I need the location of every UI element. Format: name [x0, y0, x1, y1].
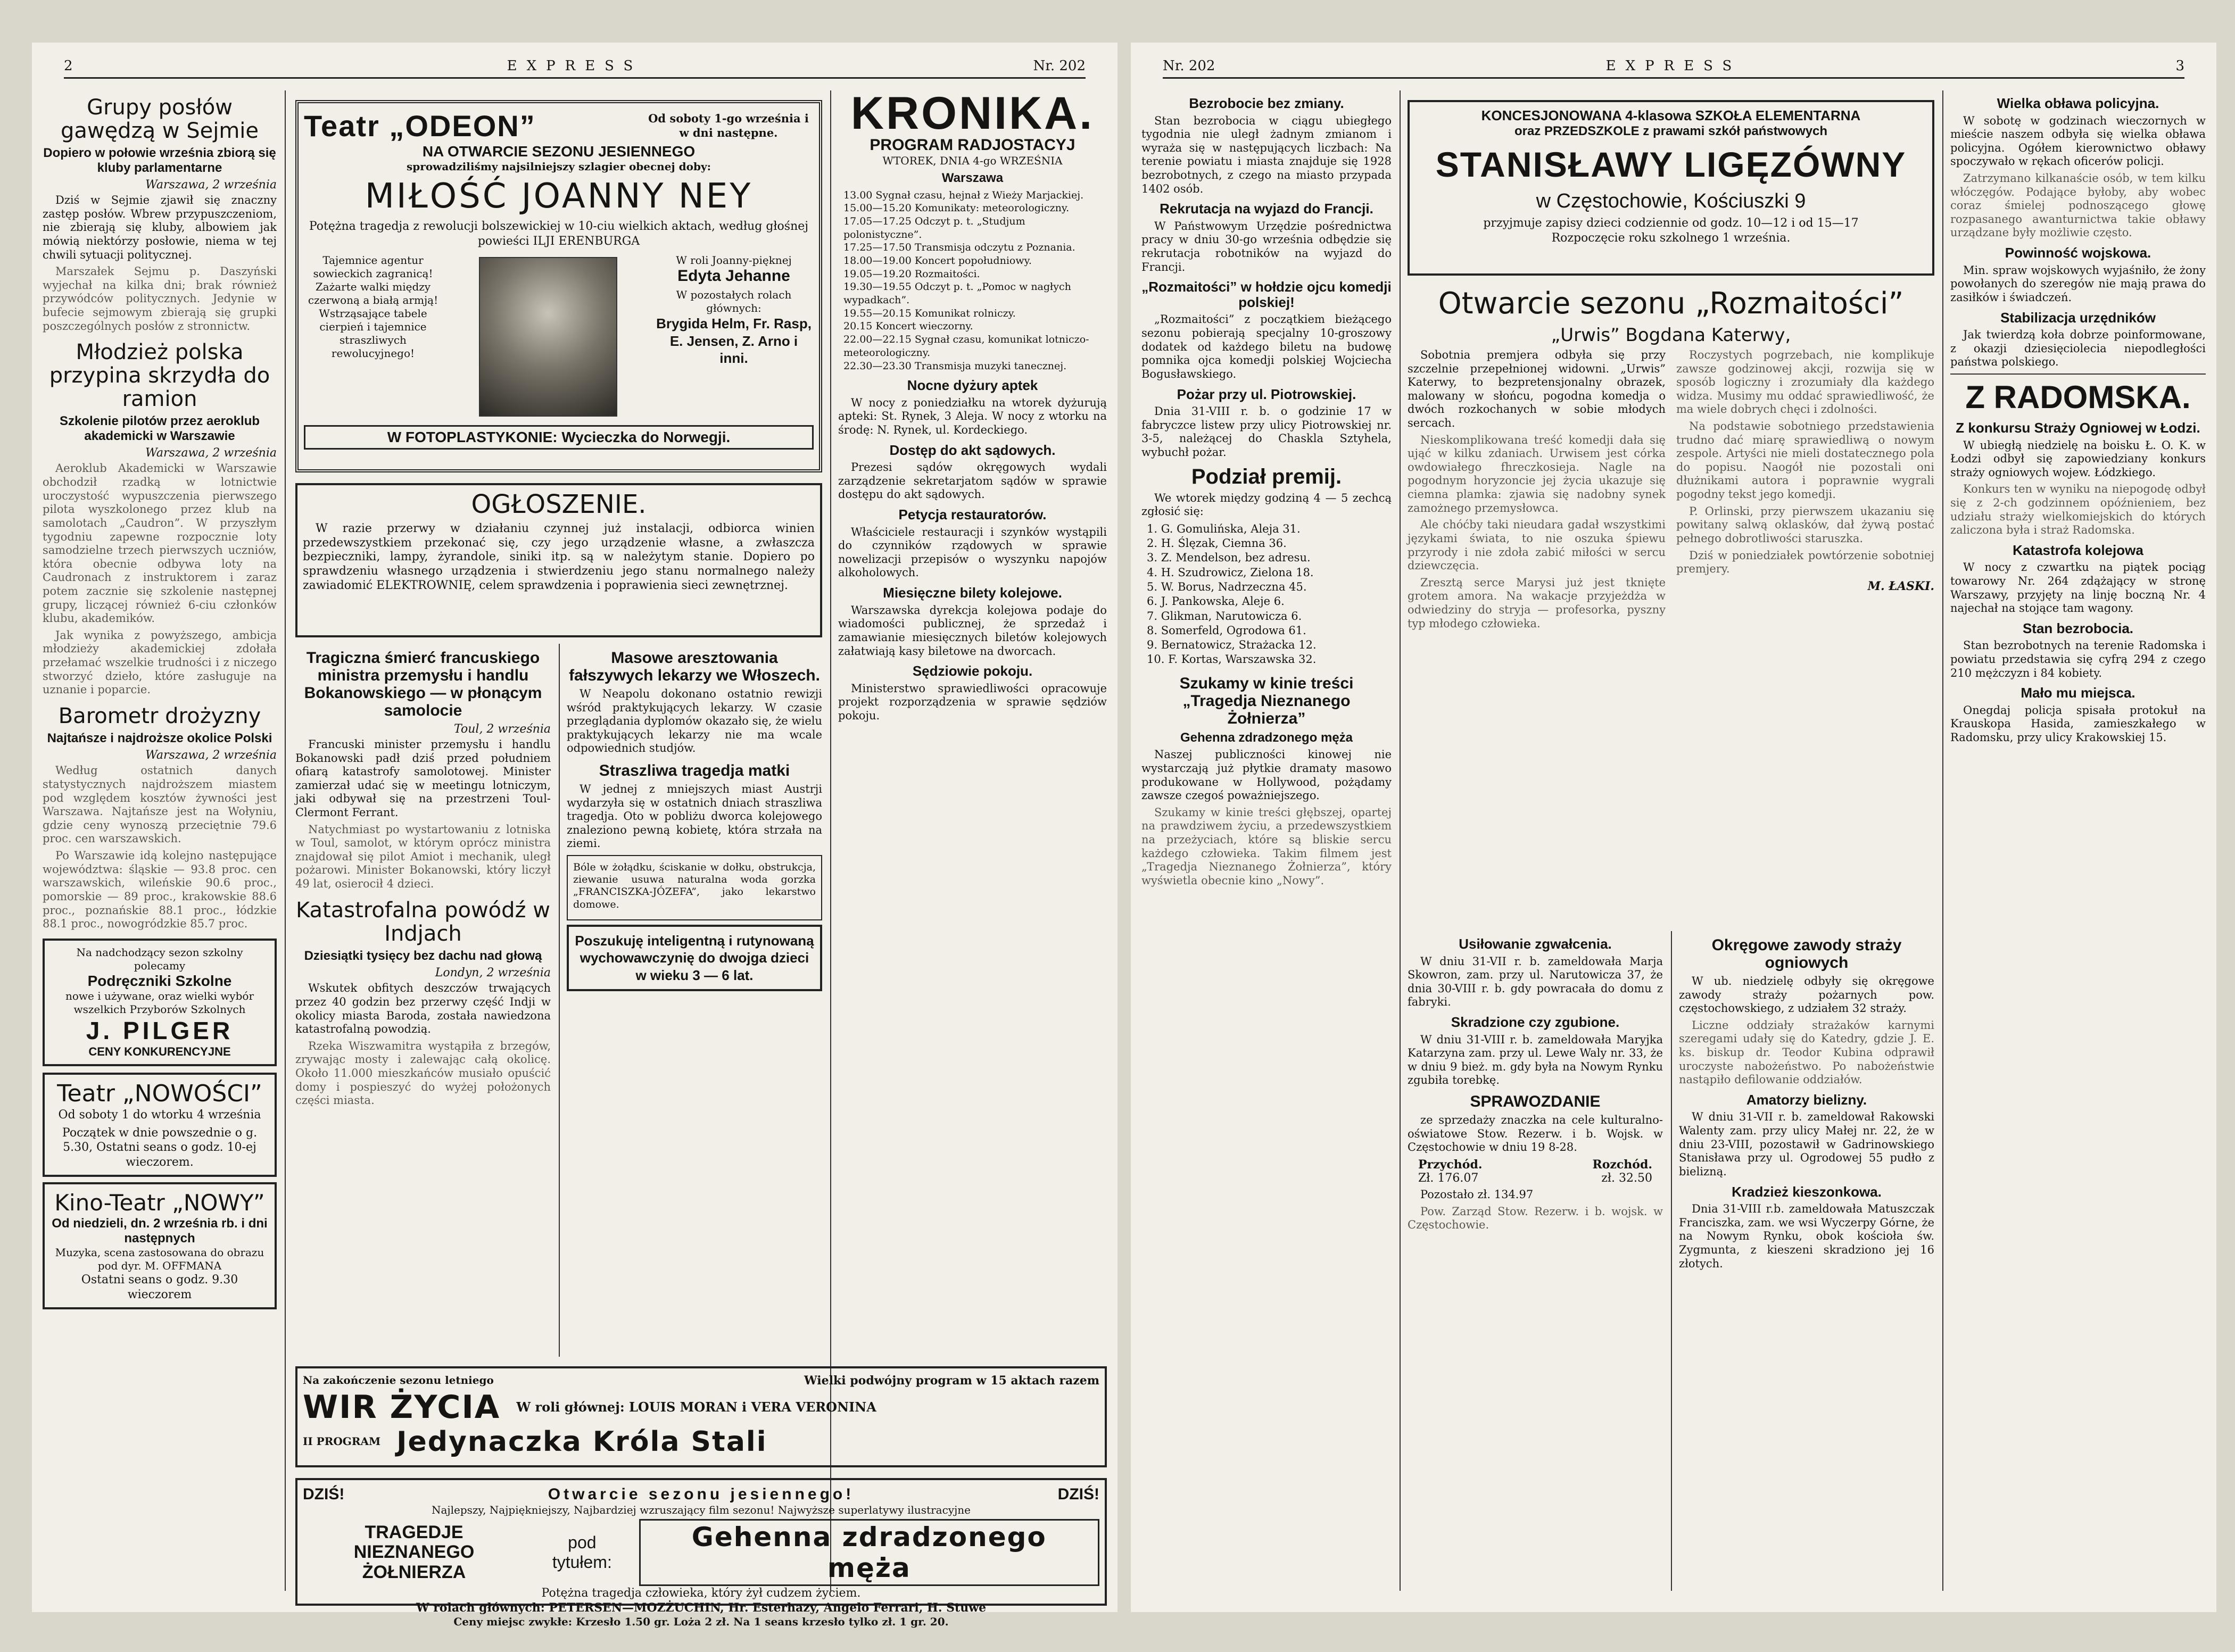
kronika-title: KRONIKA. [850, 88, 1095, 139]
left-col-rule-3 [559, 644, 560, 1357]
theatre-text-3: Ale chóćby taki nieudara gadał wszystkimi językami świata, to nie oszuka śpiewu przyrody i nie zdoła zabić miłości w sercu dziewczęcia. [1408, 518, 1666, 572]
right-col-1 [1141, 90, 1392, 1591]
tickets-text: Warszawska dyrekcja kolejowa podaje do wiadomości publicznej, że sprzedaż i zamawianie miesięcznych biletów kolejowych załatwiają kasy biletowe na dworcach. [838, 603, 1107, 658]
left-col-4 [567, 644, 822, 1357]
odeon-cast: Brygida Helm, Fr. Rasp, E. Jensen, Z. Arno i inni. [656, 316, 812, 366]
nowy-ad [43, 1182, 277, 1309]
bugs-text: Onegdaj policja spisała protokuł na Krauskopa Hasida, zamieszkałego w Radomsku, przy ulicy Krakowskiej 15. [1950, 703, 2206, 744]
theatre-author: M. ŁASKI. [1867, 579, 1934, 593]
theatre-text-2: Nieskomplikowana treść komedji dała się ująć w kilku zdaniach. Urwisem jest córka owdowiałego fhreczkosieja. Nagle na pogodnym horyzoncie jej życia ukazuje się ciemna plamka: zjawia się nadobny synek zamożnego przemysłowca. [1408, 433, 1666, 514]
nowy-title: Kino-Teatr „NOWY” [54, 1190, 265, 1216]
flood-dateline: Londyn, 2 września [435, 966, 551, 980]
duties-headline: Powinność wojskowa. [2005, 245, 2151, 261]
report-balance: Pozostało zł. 134.97 [1420, 1188, 1534, 1201]
search-subhead: Gehenna zdradzonego męża [1180, 730, 1353, 745]
theatre-columns [1408, 348, 1934, 634]
search-headline: Szukamy w kinie treści „Tragedja Nieznanego Żołnierza” [1179, 674, 1354, 727]
tragic-text-2: Natychmiast po wystartowaniu z lotniska w Toul, samolot, w którym oprócz ministra znajdował się pilot Amiot i mechanik, uległ pożarowi. Minister Bokanowski, który liczył 49 lat, osierocił 4 dzieci. [295, 823, 551, 891]
tragedje-top [303, 1485, 1099, 1504]
schedule-item: 19.30—19.55 Odczyt p. t. „Pomoc w nagłych wypadkach”. [843, 281, 1071, 306]
rail-headline: Katastrofa kolejowa [2013, 542, 2143, 558]
maid-headline: Straszliwa tragedja matki [599, 762, 790, 780]
right-running-header [1163, 57, 2184, 79]
odeon-ad [295, 100, 822, 472]
theatre-review [1408, 282, 1934, 920]
fire-dept-headline: Okręgowe zawody straży ogniowych [1711, 936, 1902, 972]
comedy-text: „Rozmaitości” z początkiem bieżącego sezonu pobierają specjalny 10-groszowy dodatek od każdego biletu na budowę pomnika ojca komedji polskiej Wojciecha Bogusławskiego. [1141, 313, 1392, 380]
winner-item: 5. W. Borus, Nadrzeczna 45. [1147, 580, 1307, 593]
theatre-text-4: Zresztą serce Marysi już jest tknięte grotem amora. Na wakacje przyjeżdża w odwiedziny do stryja — profesorka, pyszny typ młodego człowieka. [1408, 576, 1666, 630]
odeon-middle-row [304, 254, 814, 420]
youth-dateline: Warszawa, 2 września [145, 446, 277, 460]
left-col-5 [838, 90, 1107, 1357]
left-issue-number: Nr. 202 [1033, 58, 1086, 74]
winner-item: 2. H. Ślęzak, Ciemna 36. [1147, 537, 1287, 550]
prizes-headline: Podział premij. [1191, 464, 1342, 488]
bugs-headline: Mało mu miejsca. [2021, 685, 2135, 701]
theatre-subhead: „Urwis” Bogdana Katerwy, [1551, 324, 1791, 346]
odeon-role: W roli Joanny-pięknej [676, 254, 792, 267]
tragedje-ad [295, 1478, 1107, 1628]
school-start: Rozpoczęcie roku szkolnego 1 września. [1551, 231, 1791, 245]
winner-item: 1. G. Gomulińska, Aleja 31. [1147, 522, 1301, 535]
unemp-headline: Bezrobocie bez zmiany. [1189, 95, 1344, 111]
unemp2-headline: Stan bezrobocia. [2022, 620, 2134, 636]
theatre-text-6: Na podstawie sobotniego przedstawienia trudno dać miarę sprawiedliwą o nowym zespole. Artyści nie mieli dostatecznego pola do popisu. Naogół nie pozostali oni dłużnikami autora i poprawnie wygrali pogodny tekst jego komedji. [1676, 420, 1934, 501]
court-text: Prezesi sądów okręgowych wydali zarządzenie sekretarjatom sądów w sprawie dostępu do akt sądowych. [838, 461, 1107, 501]
water-ad-text: Bóle w żołądku, ściskanie w dołku, obstrukcja, ziewanie usuwa naturalna woda gorzka „FRANCISZKA-JÓZEFA”, jako lekarstwo domowe. [573, 861, 816, 910]
judges-headline: Sędziowie pokoju. [912, 663, 1033, 679]
recruit-text: W Państwowym Urzędzie pośrednictwa pracy w dniu 30-go września odbędzie się rekrutacja robotników na wyjazd do Francji. [1141, 219, 1392, 273]
tragic-headline: Tragiczna śmierć francuskiego ministra przemysłu i handlu Bokanowskiego — w płonącym samolocie [304, 649, 542, 719]
nowosci-ad [43, 1073, 277, 1177]
winner-item: 3. Z. Mendelson, bez adresu. [1147, 551, 1311, 564]
tragedje-opening: Otwarcie sezonu jesiennego! [548, 1485, 855, 1503]
schedule-item: 13.00 Sygnał czasu, hejnał z Wieży Marjackiej. [843, 189, 1084, 201]
search-text: Naszej publiczności kinowej nie wystarczają już płytkie dramaty masowo produkowane w Hollywood, pożądamy zawsze czegoś poważniejszego. [1141, 748, 1392, 802]
odeon-teaser: Tajemnice agentur sowieckich zagranicą! Zażarte walki między czerwoną a białą armją! Wstrząsające tabele cierpień i tajemnice straszliwych rewolucyjnego! [308, 254, 438, 360]
school-line1: KONCESJONOWANA 4-klasowa SZKOŁA ELEMENTARNA [1481, 107, 1861, 123]
schedule-item: 20.15 Koncert wieczorny. [843, 320, 973, 333]
right-masthead: EXPRESS [1605, 58, 1742, 74]
police-text: W sobotę w godzinach wieczornych w mieście naszem odbyła się wielka obława policyjna. Ogółem kierownictwo obławy spoczywało w rękach oficerów policji. [1950, 114, 2206, 168]
recruit-headline: Rekrutacja na wyjazd do Francji. [1160, 201, 1373, 217]
wir-film1-cast: W roli głównej: LOUIS MORAN i VERA VERONINA [516, 1399, 876, 1415]
left-page [32, 43, 1118, 1628]
maid-text: W jednej z mniejszych miast Austrji wydarzyła się w ostatnich dniach straszliwa tragedja. Oto w pobliżu dworca kolejowego znaleziono pewną kobietę, która strzała na ziemi. [567, 783, 822, 850]
nowosci-dates: Od soboty 1 do wtorku 4 września [58, 1108, 261, 1122]
unemp2-text: Stan bezrobotnych na terenie Radomska i powiatu przedstawia się cyfrą 294 z czego 210 mężczyzn i 84 kobiety. [1950, 639, 2206, 679]
fire-dept-text: W ub. niedzielę odbyły się okręgowe zawody straży pożarnych pow. częstochowskiego, z udziałem 32 straży. [1679, 975, 1934, 1015]
report-headline: SPRAWOZDANIE [1470, 1093, 1601, 1111]
schedule-item: 17.05—17.25 Odczyt p. t. „Studjum polonistyczne”. [843, 215, 1025, 240]
schedule-item: 17.25—17.50 Transmisja odczytu z Poznania. [843, 242, 1075, 254]
income-total: Zł. 176.07 [1418, 1171, 1479, 1185]
duties-text: Min. spraw wojskowych wyjaśniło, że żony powołanych do szeregów nie mają prawa do zasiłków i świadczeń. [1950, 263, 2206, 304]
nowosci-start: Początek w dnie powszednie o g. 5.30, Ostatni seans o godz. 10-ej wieczorem. [62, 1126, 258, 1169]
thief-text: W dniu 31-VII r. b. zameldował Rakowski Walenty zam. przy ulicy Małej nr. 22, że w dniu 23-VIII, pozostawił w Gadrinowskiego Stanisława przy ul. Ogrodowej 55 pudło z bielizną. [1679, 1110, 1934, 1178]
groups-subhead: Dopiero w połowie września zbiorą się kluby parlamentarne [43, 146, 276, 175]
stab-headline: Stabilizacja urzędników [2000, 309, 2156, 326]
youth-headline: Młodzież polska przypina skrzydła do ramion [49, 340, 270, 412]
odeon-cast-block [654, 254, 814, 420]
tragic-dateline: Toul, 2 września [454, 723, 551, 736]
right-col-2b [1408, 931, 1663, 1591]
radio-title: PROGRAM RADJOSTACYJ [870, 136, 1075, 154]
tragedje-dzis-left: DZIŚ! [303, 1485, 345, 1503]
wanted-title: Poszukuję inteligentną i rutynowaną wychowawczynię do dwojga dzieci w wieku 3 — 6 lat. [575, 932, 814, 983]
radio-schedule [838, 189, 1107, 373]
barometr-text-2: Po Warszawie idą kolejno następujące województwa: śląskie — 93.8 proc. cen warszawskich, wileńskie 90.6 proc., pomorskie — 89 proc., krakowskie 88.6 proc., poznańskie 88.1 proc., łódzkie 88.1 proc., nowogródzkie 85.7 proc. [43, 849, 277, 931]
odeon-cast-label: W pozostałych rolach głównych: [676, 288, 792, 314]
tragedje-big-right: Gehenna zdradzonego męża [639, 1519, 1099, 1586]
report-text-2: Pow. Zarząd Stow. Rezerw. i b. wojsk. w Częstochowie. [1408, 1205, 1663, 1232]
thief-headline: Amatorzy bielizny. [1746, 1091, 1867, 1108]
left-page-number: 2 [64, 58, 73, 74]
groups-dateline: Warszawa, 2 września [145, 178, 277, 192]
comedy-headline: „Rozmaitości” w hołdzie ojcu komedji polskiej! [1141, 279, 1392, 310]
wir-left-note: Na zakończenie sezonu letniego [303, 1374, 494, 1387]
pilger-title: Podręczniki Szkolne [87, 972, 232, 989]
theft-text: W dniu 31-VII r. b. zameldowała Marja Skowron, zam. przy ul. Narutowicza 37, że dnia 30-VIII r. b. gdy powracała do domu z fabryki. [1408, 954, 1663, 1009]
right-col-rule-1 [1400, 90, 1401, 1591]
schedule-item: 19.55—20.15 Komunikat rolniczy. [843, 307, 1016, 319]
nowosci-title: Teatr „NOWOŚCI” [57, 1080, 262, 1107]
pilger-line: nowe i używane, oraz wielki wybór wszelkich Przyborów Szkolnych [65, 989, 254, 1016]
radomsko-headline: Z RADOMSKA. [1965, 379, 2191, 415]
odeon-star: Edyta Jehanne [677, 267, 790, 285]
odeon-opening: NA OTWARCIE SEZONU JESIENNEGO [422, 143, 696, 160]
barometr-text: Według ostatnich danych statystycznych najdroższem miastem pod względem kosztów żywności jest Warszawa. Najtańsze jest na Wołyniu, gdzie ceny wynoszą przeciętnie 79.6 proc. cen warszawskich. [43, 764, 277, 845]
winner-item: 10. F. Kortas, Warszawska 32. [1147, 653, 1317, 666]
tragedje-pod: pod tytułem: [552, 1533, 612, 1572]
odeon-note: Od soboty 1-go września i w dni następne. [648, 112, 809, 139]
right-page-number: 3 [2175, 58, 2184, 74]
expense-label: Rozchód. [1592, 1157, 1652, 1172]
youth-text: Aeroklub Akademicki w Warszawie obchodził rzadką w lotnictwie uroczystość wypuszczenia pierwszego pilota wyszkolonego przez klub na samolotach „Caudron”. W przyszłym tygodniu zapewne rozpocznie loty samodzielne trzech pierwszych uczniów, która obecnie odbywa loty na Caudronach z instruktorem i zaraz potem zacznie się szkolenie następnej grupy, liczącej również 6-ciu członków klubu, akademików. [43, 462, 277, 625]
wir-program-label: II PROGRAM [303, 1435, 381, 1448]
school-hours: przyjmuje zapisy dzieci codziennie od godz. 10—12 i od 15—17 [1483, 217, 1859, 230]
winner-item: 4. H. Szudrowicz, Zielona 18. [1147, 566, 1314, 579]
youth-subhead: Szkolenie pilotów przez aeroklub akademicki w Warszawie [59, 414, 260, 443]
winner-item: 6. J. Pankowska, Aleje 6. [1147, 595, 1285, 608]
arrest-text: W Neapolu dokonano ostatnio rewizji wśród praktykujących lekarzy. W czasie przeglądania dyplomów okazało się, że wielu praktykujących lekarzy nie ma wcale odpowiednich studjów. [567, 687, 822, 755]
school-address: w Częstochowie, Kościuszki 9 [1536, 190, 1806, 212]
tragic-text: Francuski minister przemysłu i handlu Bokanowski padł dziś przed południem ofiarą katastrofy samolotowej. Minister zamierzał udać się w meetingu lotniczym, jaki odbywał się na przestrzeni Toul-Clermont Ferrant. [295, 738, 551, 819]
wir-row [303, 1389, 1099, 1426]
wir-top-row [303, 1374, 1099, 1389]
stab-text: Jak twierdzą koła dobrze poinformowane, z okazji dziesięciolecia niepodległości państwa polskiego. [1950, 328, 2206, 369]
theatre-text-7: P. Orlinski, przy pierwszem ukazaniu się powitany salwą oklasków, dał żywą postać pełnego dobrotliwości staruszka. [1676, 504, 1934, 545]
pilger-ad [43, 939, 277, 1066]
report-totals [1408, 1172, 1663, 1185]
right-col-4 [1950, 90, 2206, 1591]
court-headline: Dostęp do akt sądowych. [889, 442, 1056, 458]
radomsko-separator [1950, 373, 2206, 375]
left-col-rule-1 [285, 90, 286, 1591]
barometr-dateline: Warszawa, 2 września [145, 749, 277, 762]
petition-text: Właściciele restauracji i szynków wystąpili do czynników rządowych w sprawie nowelizacji przepisów o wyszynku napojów alkoholowych. [838, 525, 1107, 579]
police-headline: Wielka obława policyjna. [1997, 95, 2159, 111]
odeon-top-row [304, 109, 814, 143]
search-text-2: Szukamy w kinie treści głębszej, opartej na prawdziwem życiu, a przedewszystkiem na przeżyciach, które są bliskie sercu każdego człowieka. Takim filmem jest „Tragedja Nieznanego Żołnierza”, który wyświetla obecnie kino „Nowy”. [1141, 806, 1392, 887]
tragedje-title-row [303, 1519, 1099, 1586]
tragedje-dzis-right: DZIŚ! [1057, 1485, 1099, 1503]
pilger-tag: CENY KONKURENCYJNE [88, 1044, 231, 1058]
winner-item: 8. Somerfeld, Ogrodowa 61. [1147, 624, 1306, 637]
robbery-headline: Skradzione czy zgubione. [1451, 1014, 1620, 1031]
wanted-ad [567, 925, 822, 992]
barometr-headline: Barometr drożyzny [58, 703, 261, 728]
unemp-text: Stan bezrobocia w ciągu ubiegłego tygodnia nie uległ żadnym zmianom i wyraża się w następujących liczbach: Na terenie powiatu i miasta znajduje się 1928 bezrobotnych, z czego na miasto przypada 1402 osób. [1141, 114, 1392, 195]
groups-text-cont: Marszałek Sejmu p. Daszyński wyjechał na kilka dni; brak również przywódców politycznych. Jedynie w bufecie sejmowym zbierają się grupki poszczególnych posłów z stronnictw. [43, 265, 277, 333]
left-col-1 [43, 90, 277, 1591]
tragedje-big-left: TRAGEDJE NIEZNANEGO ŻOŁNIERZA [353, 1522, 475, 1582]
report-text: ze sprzedaży znaczka na cele kulturalno-oświatowe Stow. Rezerw. i b. Wojsk. w Częstochowie w dniu 19 8-28. [1408, 1114, 1663, 1154]
nowy-seance: Ostatni seans o godz. 9.30 wieczorem [81, 1273, 238, 1301]
odeon-hit: sprowadziliśmy najsilniejszy szlagier obecnej doby: [407, 160, 711, 173]
right-col-rule-3 [1942, 90, 1943, 1591]
theft-headline: Usiłowanie zgwałcenia. [1459, 936, 1612, 952]
report-labels [1408, 1158, 1663, 1172]
odeon-extra: W FOTOPLASTYKONIE: Wycieczka do Norwegji. [304, 425, 814, 450]
theatre-text-5: Roczystych pogrzebach, nie komplikuje zawsze godzinowej akcji, rozwija się w sposób logiczny i zrozumiały dla każdego widza. Musimy mu oddać sprawiedliwość, że ma wiele dobrych chęci i zdolności. [1676, 348, 1934, 416]
flood-headline: Katastrofalna powódź w Indjach [296, 898, 550, 946]
police-text-2: Zatrzymano kilkanaście osób, w tem kilku włóczęgów. Podające byłoby, aby wobec coraz śmielej podnoszącego głowę rozpasanego awanturnictwa takie obławy urządzane były możliwie często. [1950, 172, 2206, 239]
youth-text-2: Jak wynika z powyższego, ambicja młodzieży akademickiej zdołała przełamać wszelkie trudności i z niczego stworzyć dzieło, które zasługuje na uznanie i poparcie. [43, 628, 277, 696]
pilger-intro: Na nadchodzący sezon szkolny polecamy [76, 945, 243, 972]
barometr-subhead: Najtańsze i najdroższe okolice Polski [47, 730, 272, 745]
right-page [1131, 43, 2216, 1612]
left-col-3 [295, 644, 551, 1357]
winner-item: 9. Bernatowicz, Strażacka 12. [1147, 638, 1317, 652]
tragedje-sub: Najlepszy, Najpiękniejszy, Najbardziej wzruszający film sezonu! Najwyższe superlatywy ilustracyjne [431, 1504, 971, 1516]
contest-headline: Z konkursu Straży Ogniowej w Łodzi. [1956, 419, 2200, 436]
pocket-headline: Kradzież kieszonkowa. [1732, 1183, 1882, 1200]
water-ad [567, 855, 822, 920]
petition-headline: Petycja restauratorów. [898, 507, 1047, 523]
right-issue-number: Nr. 202 [1163, 58, 1215, 74]
odeon-title: Teatr „ODEON” [304, 109, 536, 143]
fire-text: Dnia 31-VIII r. b. o godzinie 17 w fabryczce listew przy ulicy Piotrowskiej nr. 3-5, należącej do Chaskla Sztyhela, wybuchł pożar. [1141, 405, 1392, 459]
tragedje-desc: Potężna tragedja człowieka, który żył cudzem życiem. [541, 1587, 861, 1600]
fire-dept-text-2: Liczne oddziały strażaków karnymi szeregami udały się do Katedry, gdzie J. E. ks. biskup dr. Teodor Kubina odprawił uroczyste nabożeństwo. Po nabożeństwie nastąpiło defilowanie oddziałów. [1679, 1018, 1934, 1086]
schedule-item: 22.00—22.15 Sygnał czasu, komunikat lotniczo-meteorologiczny. [843, 334, 1089, 359]
schedule-item: 15.00—15.20 Komunikaty: meteorologiczny. [843, 202, 1070, 214]
fire-headline: Pożar przy ul. Piotrowskiej. [1177, 386, 1356, 402]
theatre-col-a [1408, 348, 1666, 634]
school-name: STANISŁAWY LIGĘZÓWNY [1435, 145, 1907, 184]
judges-text: Ministerstwo sprawiedliwości opracowuje projekt rozporządzenia w sprawie sędziów pokoju. [838, 682, 1107, 722]
schedule-item: 19.05—19.20 Rozmaitości. [843, 268, 980, 280]
wir-zycia-ad [295, 1366, 1107, 1467]
income-label: Przychód. [1418, 1157, 1483, 1172]
flood-subhead: Dziesiątki tysięcy bez dachu nad głową [304, 948, 542, 963]
odeon-photo [479, 257, 617, 417]
radio-station: Warszawa [941, 171, 1004, 185]
expense-total: zł. 32.50 [1601, 1171, 1652, 1185]
groups-headline: Grupy posłów gawędzą w Sejmie [60, 95, 259, 143]
wir-row-2 [303, 1426, 1099, 1458]
pharmacy-headline: Nocne dyżury aptek [907, 377, 1038, 394]
right-col-3b [1679, 931, 1934, 1591]
winner-item: 7. Glikman, Narutowicza 6. [1147, 609, 1302, 622]
pharmacy-text: W nocy z poniedziałku na wtorek dyżurują apteki: St. Rynek, 3 Aleja. W nocy z wtorku na środę: N. Rynek, ul. Kordeckiego. [838, 396, 1107, 437]
contest-text: W ubiegłą niedzielę na boisku Ł. O. K. w Łodzi odbył się zapowiedziany konkurs straży ogniowych wojew. Łódzkiego. [1950, 438, 2206, 479]
school-line2: oraz PRZEDSZKOLE z prawami szkół państwowych [1514, 124, 1828, 138]
wir-film1: WIR ŻYCIA [303, 1388, 501, 1426]
theatre-col-b [1676, 348, 1934, 634]
wir-film2: Jedynaczka Króla Stali [396, 1425, 767, 1458]
odeon-film-title: MIŁOŚĆ JOANNY NEY [365, 177, 753, 216]
prizes-intro: We wtorek między godziną 4 — 5 zechcą zgłosić się: [1141, 491, 1392, 518]
schedule-item: 22.30—23.30 Transmisja muzyki tanecznej. [843, 360, 1067, 372]
notice-text: W razie przerwy w działaniu czynnej już instalacji, odbiorca winien przedewszystkiem przekonać się, czy jego urządzenie własne, a zwłaszcza bezpieczniki, lampy, żyrandole, siniki itp. są w należytym stanie. Dopiero po sprawdzeniu własnego urządzenia i stwierdzeniu jego stanu normalnego należy zawiadomić ELEKTROWNIĘ, celem sprawdzenia i poprawienia sieci zewnętrznej. [303, 521, 815, 593]
arrest-headline: Masowe aresztowania fałszywych lekarzy we Włoszech. [569, 649, 820, 684]
contest-text-2: Konkurs ten w wyniku na niepogodę odbył się z 2-ch godzinnem opóźnieniem, bez udziału straży wielkomiejskich do których zaliczona była i straż Radomska. [1950, 483, 2206, 537]
robbery-text: W dniu 31-VIII r. b. zameldowała Maryjka Katarzyna zam. przy ul. Lewe Waly nr. 33, że w dniu 9 bież. m. gdy była na Nowym Rynku zgubiła torebkę. [1408, 1033, 1663, 1087]
notice-box [295, 483, 822, 637]
notice-title: OGŁOSZENIE. [471, 489, 647, 519]
theatre-text-8: Dziś w poniedziałek powtórzenie sobotniej premjery. [1676, 549, 1934, 576]
pocket-text: Dnia 31-VIII r.b. zameldowała Matuszczak Franciszka, zam. we wsi Wyczerpy Górne, że na Nowym Rynku, obok kościoła św. Zygmunta, z kieszeni skradziono jej 16 złotych. [1679, 1202, 1934, 1270]
left-running-header [64, 57, 1086, 79]
wir-double-program: Wielki podwójny program w 15 aktach razem [804, 1374, 1099, 1388]
theatre-headline: Otwarcie sezonu „Rozmaitości” [1438, 286, 1904, 321]
flood-text: Wskutek obfitych deszczów trwających przez 40 godzin bez przerwy część Indji w okolicy miasta Baroda, została nawiedzona katastrofalną powodzią. [295, 982, 551, 1036]
left-masthead: EXPRESS [507, 58, 643, 74]
school-ad [1408, 100, 1934, 276]
rail-text: W nocy z czwartku na piątek pociąg towarowy Nr. 264 zdążający w stronę Warszawy, przyjęty na linję boczną Nr. 4 najechał na stojące tam wagony. [1950, 561, 2206, 615]
winners-list [1141, 522, 1392, 667]
nowy-music: Muzyka, scena zastosowana do obrazu pod dyr. M. OFFMANA [55, 1246, 264, 1273]
tickets-headline: Miesięczne bilety kolejowe. [883, 585, 1062, 601]
tragedje-prices: Ceny miejsc zwykłe: Krzesło 1.50 gr. Loża 2 zł. Na 1 seans krzesło tylko zł. 1 gr. 20. [453, 1615, 949, 1628]
groups-text: Dziś w Sejmie zjawił się znaczny zastęp posłów. Wbrew przypuszczeniom, nie zbierają się kluby, albowiem jak mówią niektórzy posłowie, niema w tej chwili sytuacji politycznej. [43, 194, 277, 261]
radio-date: WTOREK, DNIA 4-go WRZEŚNIA [882, 154, 1063, 167]
flood-text-2: Rzeka Wiszwamitra wystąpiła z brzegów, zrywając mosty i zalewając całą okolicę. Około 11.000 mieszkańców musiało opuścić domy i pospieszyć do wyżej położonych części miasta. [295, 1039, 551, 1107]
nowy-dates: Od niedzieli, dn. 2 września rb. i dni następnych [52, 1216, 268, 1246]
schedule-item: 18.00—19.00 Koncert popołudniowy. [843, 255, 1032, 267]
odeon-desc: Potężna tragedja z rewolucji bolszewickiej w 10-ciu wielkich aktach, według głośnej powieści ILJI ERENBURGA [309, 220, 809, 248]
theatre-text: Sobotnia premjera odbyła się przy szczelnie przepełnionej widowni. „Urwis” Katerwy, to bezpretensjonalny obrazek, malowany w słońcu, pogodna komedja o dwóch rozkochanych w sobie młodych sercach. [1408, 348, 1666, 430]
right-col-rule-2 [1671, 931, 1672, 1591]
pilger-name: J. PILGER [86, 1016, 234, 1044]
tragedje-cast: W rolach głównych: PETERSEN—MOZŻUCHIN, Hr. Esterhazy, Angelo Ferrari, H. Stuwe [416, 1600, 987, 1615]
left-col-rule-4 [830, 90, 831, 1591]
